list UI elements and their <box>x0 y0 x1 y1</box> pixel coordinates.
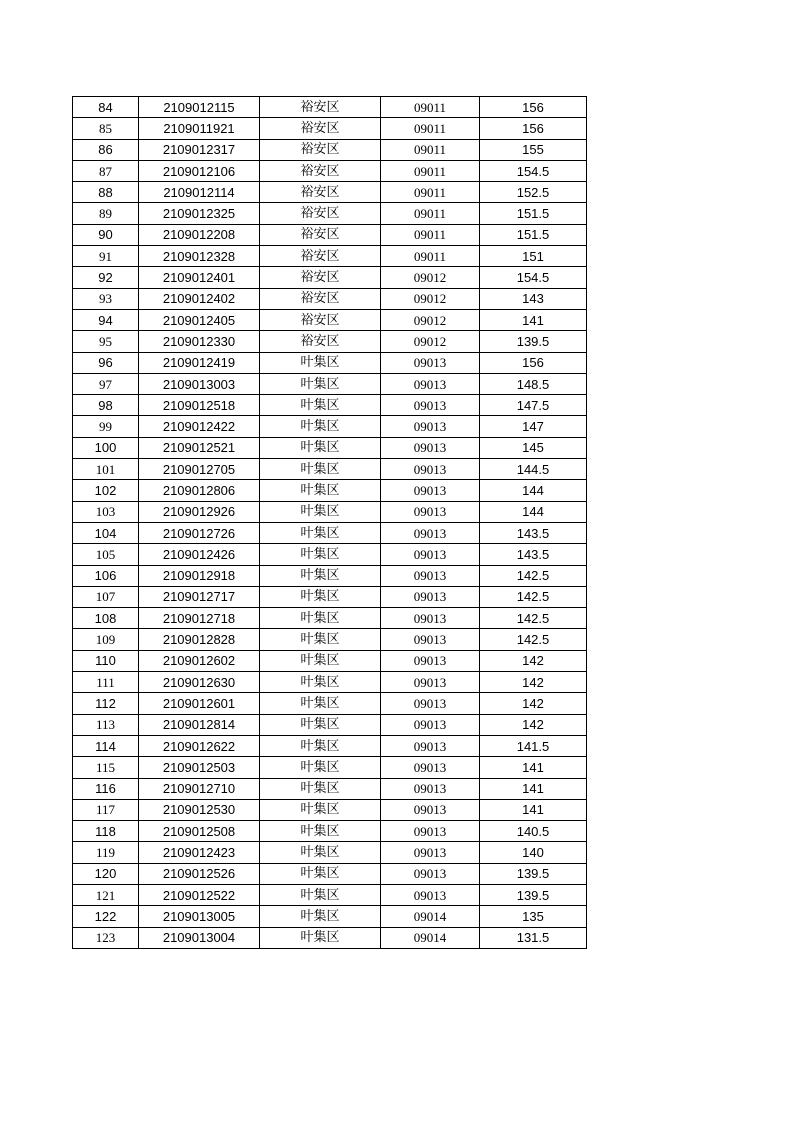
cell-position-code: 09011 <box>381 246 480 267</box>
cell-position-code: 09012 <box>381 288 480 309</box>
cell-district: 叶集区 <box>260 672 381 693</box>
cell-seq-no: 99 <box>73 416 139 437</box>
cell-district: 叶集区 <box>260 650 381 671</box>
cell-candidate-id: 2109012601 <box>139 693 260 714</box>
table-row <box>73 650 587 671</box>
cell-district: 叶集区 <box>260 757 381 778</box>
table-row <box>73 842 587 863</box>
table-row <box>73 906 587 927</box>
cell-candidate-id: 2109012317 <box>139 139 260 160</box>
cell-district: 叶集区 <box>260 395 381 416</box>
cell-district: 叶集区 <box>260 352 381 373</box>
cell-seq-no: 107 <box>73 586 139 607</box>
cell-district: 裕安区 <box>260 182 381 203</box>
cell-score: 145 <box>480 437 587 458</box>
cell-seq-no: 122 <box>73 906 139 927</box>
cell-candidate-id: 2109012518 <box>139 395 260 416</box>
cell-score: 143 <box>480 288 587 309</box>
cell-district: 叶集区 <box>260 501 381 522</box>
cell-candidate-id: 2109012106 <box>139 160 260 181</box>
cell-district: 裕安区 <box>260 118 381 139</box>
cell-seq-no: 90 <box>73 224 139 245</box>
cell-candidate-id: 2109012806 <box>139 480 260 501</box>
cell-score: 142 <box>480 672 587 693</box>
cell-candidate-id: 2109012521 <box>139 437 260 458</box>
cell-position-code: 09013 <box>381 735 480 756</box>
table-row <box>73 160 587 181</box>
cell-seq-no: 119 <box>73 842 139 863</box>
cell-position-code: 09013 <box>381 480 480 501</box>
cell-candidate-id: 2109012522 <box>139 884 260 905</box>
cell-score: 142 <box>480 714 587 735</box>
results-table-body <box>73 97 587 949</box>
cell-candidate-id: 2109012423 <box>139 842 260 863</box>
cell-district: 裕安区 <box>260 224 381 245</box>
table-row <box>73 139 587 160</box>
cell-position-code: 09012 <box>381 331 480 352</box>
cell-seq-no: 84 <box>73 97 139 118</box>
cell-district: 叶集区 <box>260 735 381 756</box>
cell-score: 142.5 <box>480 629 587 650</box>
cell-seq-no: 113 <box>73 714 139 735</box>
cell-score: 141 <box>480 778 587 799</box>
cell-position-code: 09013 <box>381 544 480 565</box>
cell-candidate-id: 2109012710 <box>139 778 260 799</box>
cell-seq-no: 114 <box>73 735 139 756</box>
cell-district: 裕安区 <box>260 288 381 309</box>
cell-seq-no: 115 <box>73 757 139 778</box>
cell-candidate-id: 2109012705 <box>139 459 260 480</box>
cell-seq-no: 92 <box>73 267 139 288</box>
cell-score: 152.5 <box>480 182 587 203</box>
table-row <box>73 331 587 352</box>
cell-position-code: 09011 <box>381 203 480 224</box>
table-row <box>73 224 587 245</box>
cell-district: 叶集区 <box>260 480 381 501</box>
cell-district: 裕安区 <box>260 203 381 224</box>
cell-score: 143.5 <box>480 522 587 543</box>
cell-score: 142.5 <box>480 586 587 607</box>
cell-seq-no: 89 <box>73 203 139 224</box>
cell-seq-no: 93 <box>73 288 139 309</box>
cell-district: 叶集区 <box>260 927 381 948</box>
cell-district: 叶集区 <box>260 608 381 629</box>
cell-seq-no: 94 <box>73 309 139 330</box>
cell-seq-no: 118 <box>73 821 139 842</box>
cell-position-code: 09011 <box>381 139 480 160</box>
cell-seq-no: 98 <box>73 395 139 416</box>
table-row <box>73 373 587 394</box>
cell-score: 141.5 <box>480 735 587 756</box>
table-row <box>73 672 587 693</box>
cell-candidate-id: 2109012402 <box>139 288 260 309</box>
cell-score: 142 <box>480 693 587 714</box>
cell-position-code: 09013 <box>381 437 480 458</box>
cell-score: 156 <box>480 118 587 139</box>
cell-candidate-id: 2109012426 <box>139 544 260 565</box>
cell-score: 155 <box>480 139 587 160</box>
cell-candidate-id: 2109012422 <box>139 416 260 437</box>
cell-district: 叶集区 <box>260 586 381 607</box>
results-table <box>72 96 587 949</box>
table-row <box>73 863 587 884</box>
cell-district: 叶集区 <box>260 884 381 905</box>
cell-candidate-id: 2109012419 <box>139 352 260 373</box>
cell-district: 叶集区 <box>260 437 381 458</box>
table-row <box>73 522 587 543</box>
table-row <box>73 927 587 948</box>
table-row <box>73 203 587 224</box>
cell-district: 叶集区 <box>260 799 381 820</box>
cell-seq-no: 104 <box>73 522 139 543</box>
cell-score: 139.5 <box>480 863 587 884</box>
cell-seq-no: 110 <box>73 650 139 671</box>
cell-district: 裕安区 <box>260 246 381 267</box>
cell-position-code: 09011 <box>381 224 480 245</box>
cell-candidate-id: 2109012814 <box>139 714 260 735</box>
table-row <box>73 246 587 267</box>
cell-seq-no: 95 <box>73 331 139 352</box>
table-row <box>73 480 587 501</box>
cell-position-code: 09013 <box>381 416 480 437</box>
cell-position-code: 09014 <box>381 906 480 927</box>
cell-candidate-id: 2109012508 <box>139 821 260 842</box>
cell-score: 131.5 <box>480 927 587 948</box>
cell-position-code: 09013 <box>381 608 480 629</box>
cell-position-code: 09011 <box>381 118 480 139</box>
cell-candidate-id: 2109011921 <box>139 118 260 139</box>
cell-score: 135 <box>480 906 587 927</box>
cell-position-code: 09013 <box>381 778 480 799</box>
table-row <box>73 586 587 607</box>
cell-seq-no: 106 <box>73 565 139 586</box>
cell-seq-no: 88 <box>73 182 139 203</box>
cell-score: 144 <box>480 501 587 522</box>
cell-district: 叶集区 <box>260 693 381 714</box>
cell-position-code: 09011 <box>381 160 480 181</box>
cell-position-code: 09011 <box>381 97 480 118</box>
cell-score: 154.5 <box>480 267 587 288</box>
cell-score: 140.5 <box>480 821 587 842</box>
cell-position-code: 09011 <box>381 182 480 203</box>
cell-candidate-id: 2109013003 <box>139 373 260 394</box>
cell-seq-no: 117 <box>73 799 139 820</box>
cell-seq-no: 91 <box>73 246 139 267</box>
cell-score: 142.5 <box>480 565 587 586</box>
cell-candidate-id: 2109012828 <box>139 629 260 650</box>
cell-position-code: 09013 <box>381 757 480 778</box>
cell-candidate-id: 2109012405 <box>139 309 260 330</box>
cell-position-code: 09013 <box>381 586 480 607</box>
cell-candidate-id: 2109012726 <box>139 522 260 543</box>
cell-score: 144 <box>480 480 587 501</box>
cell-seq-no: 87 <box>73 160 139 181</box>
table-row <box>73 565 587 586</box>
cell-candidate-id: 2109012401 <box>139 267 260 288</box>
cell-position-code: 09013 <box>381 693 480 714</box>
table-row <box>73 416 587 437</box>
table-row <box>73 267 587 288</box>
cell-district: 裕安区 <box>260 267 381 288</box>
cell-district: 裕安区 <box>260 160 381 181</box>
cell-seq-no: 109 <box>73 629 139 650</box>
cell-candidate-id: 2109012602 <box>139 650 260 671</box>
cell-candidate-id: 2109013004 <box>139 927 260 948</box>
table-row <box>73 437 587 458</box>
cell-candidate-id: 2109012115 <box>139 97 260 118</box>
cell-district: 叶集区 <box>260 373 381 394</box>
cell-score: 143.5 <box>480 544 587 565</box>
cell-score: 147 <box>480 416 587 437</box>
cell-score: 139.5 <box>480 331 587 352</box>
cell-score: 147.5 <box>480 395 587 416</box>
cell-candidate-id: 2109012503 <box>139 757 260 778</box>
cell-score: 156 <box>480 352 587 373</box>
table-row <box>73 821 587 842</box>
cell-score: 141 <box>480 309 587 330</box>
cell-seq-no: 102 <box>73 480 139 501</box>
cell-candidate-id: 2109012717 <box>139 586 260 607</box>
table-row <box>73 778 587 799</box>
cell-seq-no: 96 <box>73 352 139 373</box>
cell-position-code: 09013 <box>381 501 480 522</box>
cell-district: 叶集区 <box>260 565 381 586</box>
cell-seq-no: 86 <box>73 139 139 160</box>
cell-candidate-id: 2109012208 <box>139 224 260 245</box>
table-row <box>73 799 587 820</box>
cell-position-code: 09013 <box>381 884 480 905</box>
table-row <box>73 501 587 522</box>
cell-candidate-id: 2109012330 <box>139 331 260 352</box>
cell-score: 148.5 <box>480 373 587 394</box>
cell-position-code: 09013 <box>381 672 480 693</box>
cell-district: 裕安区 <box>260 309 381 330</box>
cell-score: 142.5 <box>480 608 587 629</box>
cell-score: 154.5 <box>480 160 587 181</box>
cell-district: 叶集区 <box>260 629 381 650</box>
cell-candidate-id: 2109012918 <box>139 565 260 586</box>
table-row <box>73 757 587 778</box>
table-row <box>73 884 587 905</box>
cell-district: 叶集区 <box>260 459 381 480</box>
table-row <box>73 352 587 373</box>
cell-position-code: 09013 <box>381 799 480 820</box>
cell-district: 裕安区 <box>260 97 381 118</box>
table-row <box>73 395 587 416</box>
table-row <box>73 629 587 650</box>
cell-position-code: 09013 <box>381 842 480 863</box>
cell-seq-no: 121 <box>73 884 139 905</box>
cell-candidate-id: 2109013005 <box>139 906 260 927</box>
cell-district: 裕安区 <box>260 331 381 352</box>
table-row <box>73 118 587 139</box>
cell-position-code: 09012 <box>381 309 480 330</box>
table-row <box>73 693 587 714</box>
cell-district: 叶集区 <box>260 863 381 884</box>
table-row <box>73 288 587 309</box>
cell-seq-no: 105 <box>73 544 139 565</box>
cell-position-code: 09013 <box>381 522 480 543</box>
cell-candidate-id: 2109012622 <box>139 735 260 756</box>
cell-score: 151 <box>480 246 587 267</box>
cell-district: 叶集区 <box>260 821 381 842</box>
cell-district: 叶集区 <box>260 906 381 927</box>
cell-position-code: 09013 <box>381 629 480 650</box>
cell-seq-no: 108 <box>73 608 139 629</box>
table-row <box>73 182 587 203</box>
cell-candidate-id: 2109012926 <box>139 501 260 522</box>
cell-score: 144.5 <box>480 459 587 480</box>
table-row <box>73 97 587 118</box>
cell-score: 142 <box>480 650 587 671</box>
cell-position-code: 09014 <box>381 927 480 948</box>
cell-district: 叶集区 <box>260 842 381 863</box>
cell-score: 151.5 <box>480 203 587 224</box>
cell-position-code: 09012 <box>381 267 480 288</box>
cell-candidate-id: 2109012630 <box>139 672 260 693</box>
cell-seq-no: 112 <box>73 693 139 714</box>
cell-candidate-id: 2109012328 <box>139 246 260 267</box>
table-row <box>73 459 587 480</box>
cell-position-code: 09013 <box>381 395 480 416</box>
cell-score: 156 <box>480 97 587 118</box>
cell-score: 139.5 <box>480 884 587 905</box>
table-row <box>73 309 587 330</box>
cell-score: 140 <box>480 842 587 863</box>
cell-seq-no: 111 <box>73 672 139 693</box>
cell-position-code: 09013 <box>381 565 480 586</box>
cell-seq-no: 101 <box>73 459 139 480</box>
cell-candidate-id: 2109012530 <box>139 799 260 820</box>
cell-seq-no: 123 <box>73 927 139 948</box>
cell-candidate-id: 2109012718 <box>139 608 260 629</box>
cell-district: 裕安区 <box>260 139 381 160</box>
table-row <box>73 714 587 735</box>
cell-position-code: 09013 <box>381 459 480 480</box>
cell-seq-no: 116 <box>73 778 139 799</box>
cell-seq-no: 97 <box>73 373 139 394</box>
cell-district: 叶集区 <box>260 416 381 437</box>
cell-seq-no: 100 <box>73 437 139 458</box>
cell-score: 151.5 <box>480 224 587 245</box>
cell-district: 叶集区 <box>260 522 381 543</box>
cell-position-code: 09013 <box>381 373 480 394</box>
cell-position-code: 09013 <box>381 821 480 842</box>
table-row <box>73 544 587 565</box>
table-row <box>73 608 587 629</box>
cell-candidate-id: 2109012325 <box>139 203 260 224</box>
cell-seq-no: 120 <box>73 863 139 884</box>
cell-position-code: 09013 <box>381 650 480 671</box>
cell-district: 叶集区 <box>260 778 381 799</box>
cell-position-code: 09013 <box>381 352 480 373</box>
cell-score: 141 <box>480 799 587 820</box>
cell-score: 141 <box>480 757 587 778</box>
cell-seq-no: 85 <box>73 118 139 139</box>
cell-candidate-id: 2109012526 <box>139 863 260 884</box>
cell-district: 叶集区 <box>260 544 381 565</box>
cell-district: 叶集区 <box>260 714 381 735</box>
cell-seq-no: 103 <box>73 501 139 522</box>
table-row <box>73 735 587 756</box>
cell-position-code: 09013 <box>381 863 480 884</box>
cell-candidate-id: 2109012114 <box>139 182 260 203</box>
cell-position-code: 09013 <box>381 714 480 735</box>
